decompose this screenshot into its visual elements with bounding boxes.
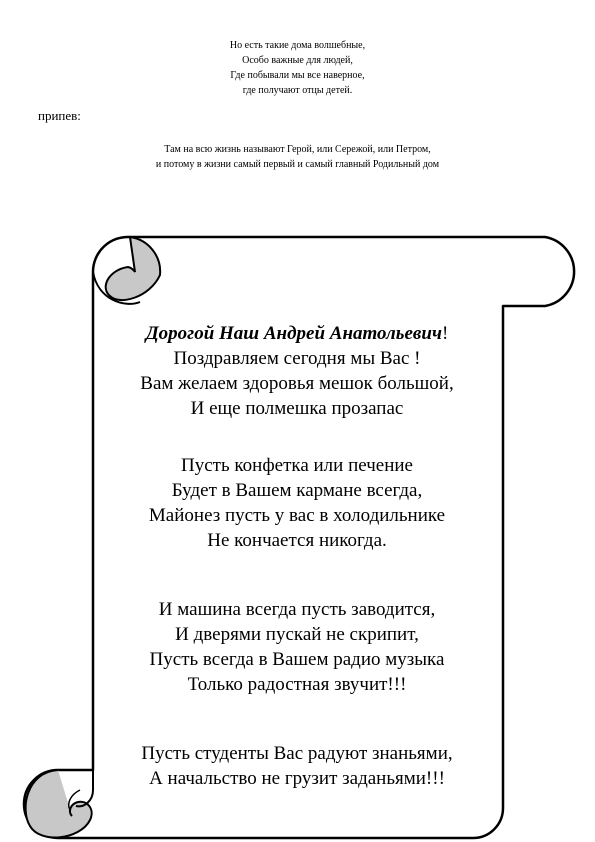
intro-verse-line: Особо важные для людей, [242, 55, 353, 66]
greeting-stanza-2 [93, 453, 501, 553]
poem-line: Только радостная звучит!!! [187, 674, 407, 695]
poem-salutation-line [93, 321, 501, 346]
poem-line: Вам желаем здоровья мешок большой, [140, 373, 454, 394]
greeting-stanza-4 [93, 741, 501, 791]
refrain-line: и потому в жизни самый первый и самый главный Родильный дом [155, 158, 440, 170]
intro-verse-line: Где побывали мы все наверное, [230, 70, 365, 81]
poem-line: И машина всегда пусть заводится, [158, 599, 436, 620]
intro-verse-line: где получают отцы детей. [242, 85, 353, 96]
salutation-exclamation: ! [441, 323, 449, 344]
salutation-name: Дорогой Наш Андрей Анатольевич [145, 323, 442, 344]
refrain-label: припев: [38, 108, 81, 123]
poem-line: Пусть всегда в Вашем радио музыка [149, 649, 445, 670]
poem-line: Поздравляем сегодня мы Вас ! [173, 348, 421, 369]
greeting-stanza-3 [93, 597, 501, 697]
poem-line: Не кончается никогда. [207, 530, 387, 551]
poem-line: Пусть студенты Вас радуют знаньями, [141, 743, 453, 764]
poem-line: Майонез пусть у вас в холодильнике [148, 505, 446, 526]
greeting-stanza-1 [93, 321, 501, 421]
poem-line: Будет в Вашем кармане всегда, [171, 480, 423, 501]
intro-verse-line: Но есть такие дома волшебные, [229, 40, 366, 51]
poem-line: И дверями пускай не скрипит, [175, 624, 419, 645]
poem-line: А начальство не грузит заданьями!!! [149, 768, 445, 789]
poem-line: Пусть конфетка или печение [181, 455, 413, 476]
poem-line: И еще полмешка прозапас [190, 398, 404, 419]
refrain-line: Там на всю жизнь называют Герой, или Сережой, или Петром, [164, 144, 431, 155]
